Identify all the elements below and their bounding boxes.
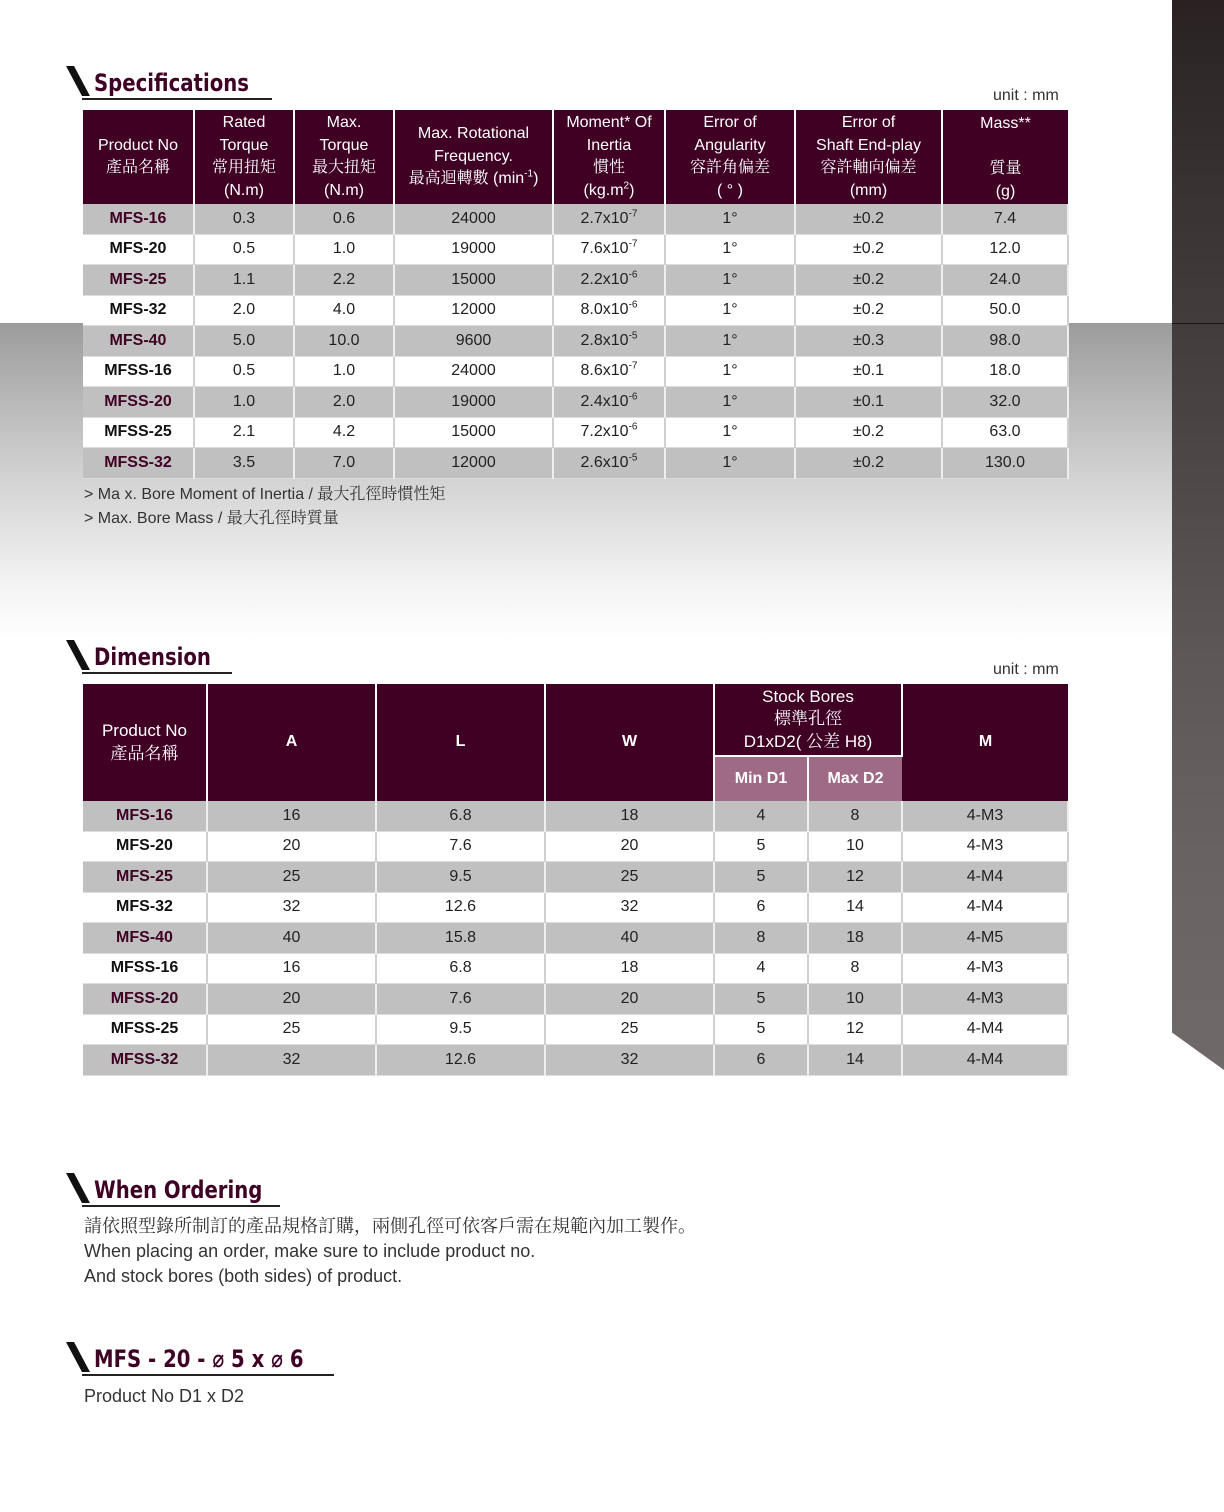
- cell-mass: 130.0: [942, 448, 1068, 479]
- slash-mark-icon: [66, 1173, 90, 1203]
- specifications-title: Specifications: [94, 69, 249, 97]
- cell-inertia: $2.2x10^{-6}$: [553, 265, 665, 296]
- cell-m: 4-M3: [902, 953, 1068, 984]
- cell-min-d1: 5: [714, 984, 808, 1015]
- table-row: [83, 204, 1068, 234]
- cell-l: 9.5: [376, 1014, 545, 1045]
- dimension-header-row: [83, 684, 1068, 756]
- cell-mass: 63.0: [942, 417, 1068, 448]
- header-min-d1: Min D1: [714, 756, 808, 801]
- note-bore-mass: > Max. Bore Mass / 最大孔徑時質量: [84, 510, 339, 527]
- cell-product: MFSS-32: [83, 448, 194, 479]
- cell-angularity: 1°: [665, 326, 795, 357]
- specifications-heading: [74, 66, 283, 96]
- cell-angularity: 1°: [665, 234, 795, 265]
- cell-frequency: 24000: [394, 204, 553, 234]
- cell-angularity: 1°: [665, 448, 795, 479]
- cell-product: MFS-40: [83, 923, 207, 954]
- cell-product: MFS-25: [83, 265, 194, 296]
- cell-l: 6.8: [376, 801, 545, 831]
- table-row: [83, 1014, 1068, 1045]
- cell-end-play: ±0.2: [795, 234, 942, 265]
- slash-mark-icon: [66, 66, 90, 96]
- dimension-heading: [74, 640, 237, 670]
- cell-max-d2: 18: [808, 923, 902, 954]
- dimension-title: Dimension: [94, 643, 211, 671]
- cell-product: MFSS-25: [83, 417, 194, 448]
- table-row: [83, 831, 1068, 862]
- header-error-of-angularity: Error of Angularity 容許角偏差 ( ° ): [665, 110, 795, 204]
- cell-product: MFSS-32: [83, 1045, 207, 1076]
- header-max-rotational-frequency: Max. Rotational Frequency. 最高迴轉數 $(\min^{-1})$: [394, 110, 553, 204]
- note-bore-inertia: > Ma x. Bore Moment of Inertia / 最大孔徑時慣性矩: [84, 486, 446, 503]
- cell-product: MFS-20: [83, 831, 207, 862]
- cell-product: MFSS-20: [83, 387, 194, 418]
- cell-product: MFS-40: [83, 326, 194, 357]
- cell-max-d2: 12: [808, 862, 902, 893]
- table-row: [83, 295, 1068, 326]
- cell-m: 4-M4: [902, 1045, 1068, 1076]
- cell-a: 25: [207, 1014, 376, 1045]
- cell-a: 40: [207, 923, 376, 954]
- cell-inertia: $2.4x10^{-6}$: [553, 387, 665, 418]
- cell-mass: 18.0: [942, 356, 1068, 387]
- specifications-header-row: [83, 110, 1068, 204]
- cell-inertia: $7.2x10^{-6}$: [553, 417, 665, 448]
- cell-rated-torque: 5.0: [194, 326, 294, 357]
- cell-mass: 12.0: [942, 234, 1068, 265]
- cell-m: 4-M4: [902, 862, 1068, 893]
- cell-product: MFSS-16: [83, 356, 194, 387]
- cell-end-play: ±0.3: [795, 326, 942, 357]
- cell-max-torque: 4.0: [294, 295, 394, 326]
- ordering-instructions: [84, 1214, 696, 1289]
- cell-l: 7.6: [376, 831, 545, 862]
- cell-w: 32: [545, 1045, 714, 1076]
- cell-min-d1: 4: [714, 953, 808, 984]
- cell-rated-torque: 0.5: [194, 234, 294, 265]
- cell-l: 12.6: [376, 1045, 545, 1076]
- cell-min-d1: 6: [714, 1045, 808, 1076]
- cell-inertia: $2.8x10^{-5}$: [553, 326, 665, 357]
- cell-l: 12.6: [376, 892, 545, 923]
- cell-rated-torque: 1.1: [194, 265, 294, 296]
- cell-inertia: $7.6x10^{-7}$: [553, 234, 665, 265]
- cell-angularity: 1°: [665, 204, 795, 234]
- cell-mass: 50.0: [942, 295, 1068, 326]
- ordering-line-1: When placing an order, make sure to include product no.: [84, 1241, 536, 1261]
- cell-end-play: ±0.2: [795, 448, 942, 479]
- cell-max-d2: 10: [808, 984, 902, 1015]
- ordering-heading: [74, 1173, 299, 1203]
- table-row: [83, 984, 1068, 1015]
- cell-frequency: 15000: [394, 265, 553, 296]
- cell-a: 20: [207, 984, 376, 1015]
- table-row: [83, 326, 1068, 357]
- cell-min-d1: 5: [714, 862, 808, 893]
- cell-w: 18: [545, 801, 714, 831]
- header-error-of-shaft-end-play: Error of Shaft End-play 容許軸向偏差 (mm): [795, 110, 942, 204]
- table-row: [83, 265, 1068, 296]
- cell-a: 25: [207, 862, 376, 893]
- ordering-title: When Ordering: [94, 1176, 263, 1204]
- cell-w: 32: [545, 892, 714, 923]
- cell-product: MFSS-25: [83, 1014, 207, 1045]
- header-rated-torque: Rated Torque 常用扭矩 (N.m): [194, 110, 294, 204]
- cell-max-d2: 8: [808, 801, 902, 831]
- cell-end-play: ±0.2: [795, 295, 942, 326]
- cell-m: 4-M4: [902, 1014, 1068, 1045]
- cell-min-d1: 6: [714, 892, 808, 923]
- cell-max-d2: 14: [808, 1045, 902, 1076]
- ordering-line-chinese: 請依照型錄所制訂的產品規格訂購，兩側孔徑可依客戶需在規範內加工製作。: [84, 1216, 696, 1236]
- cell-mass: 98.0: [942, 326, 1068, 357]
- cell-w: 20: [545, 984, 714, 1015]
- cell-a: 32: [207, 1045, 376, 1076]
- cell-frequency: 24000: [394, 356, 553, 387]
- cell-product: MFS-20: [83, 234, 194, 265]
- cell-m: 4-M3: [902, 831, 1068, 862]
- dimension-table: [83, 684, 1069, 1076]
- table-row: [83, 448, 1068, 479]
- cell-mass: 24.0: [942, 265, 1068, 296]
- cell-mass: 7.4: [942, 204, 1068, 234]
- cell-max-torque: 10.0: [294, 326, 394, 357]
- cell-min-d1: 8: [714, 923, 808, 954]
- cell-product: MFS-16: [83, 801, 207, 831]
- cell-rated-torque: 0.3: [194, 204, 294, 234]
- cell-l: 6.8: [376, 953, 545, 984]
- header-product-no: Product No 產品名稱: [83, 110, 194, 204]
- cell-inertia: $8.6x10^{-7}$: [553, 356, 665, 387]
- cell-min-d1: 5: [714, 831, 808, 862]
- cell-max-torque: 0.6: [294, 204, 394, 234]
- cell-frequency: 19000: [394, 387, 553, 418]
- example-code-label: Product No D1 x D2: [84, 1386, 245, 1406]
- cell-angularity: 1°: [665, 265, 795, 296]
- cell-l: 15.8: [376, 923, 545, 954]
- header-stock-bores: Stock Bores 標準孔徑 D1xD2( 公差 H8): [714, 684, 902, 756]
- cell-max-torque: 2.0: [294, 387, 394, 418]
- cell-product: MFSS-16: [83, 953, 207, 984]
- cell-end-play: ±0.1: [795, 387, 942, 418]
- cell-frequency: 9600: [394, 326, 553, 357]
- cell-max-d2: 14: [808, 892, 902, 923]
- cell-m: 4-M5: [902, 923, 1068, 954]
- cell-rated-torque: 2.0: [194, 295, 294, 326]
- specifications-table: [83, 110, 1069, 479]
- cell-angularity: 1°: [665, 356, 795, 387]
- cell-product: MFS-25: [83, 862, 207, 893]
- dimension-unit: unit : mm: [993, 661, 1059, 678]
- cell-end-play: ±0.1: [795, 356, 942, 387]
- cell-max-torque: 7.0: [294, 448, 394, 479]
- cell-max-d2: 12: [808, 1014, 902, 1045]
- cell-inertia: $8.0x10^{-6}$: [553, 295, 665, 326]
- cell-frequency: 12000: [394, 295, 553, 326]
- cell-w: 25: [545, 862, 714, 893]
- header-a: A: [207, 684, 376, 801]
- slash-mark-icon: [66, 640, 90, 670]
- cell-w: 40: [545, 923, 714, 954]
- cell-m: 4-M4: [902, 892, 1068, 923]
- cell-angularity: 1°: [665, 295, 795, 326]
- header-m: M: [902, 684, 1068, 801]
- cell-mass: 32.0: [942, 387, 1068, 418]
- header-l: L: [376, 684, 545, 801]
- table-row: [83, 1045, 1068, 1076]
- cell-a: 16: [207, 801, 376, 831]
- cell-rated-torque: 3.5: [194, 448, 294, 479]
- ordering-line-2: And stock bores (both sides) of product.: [84, 1266, 403, 1286]
- cell-a: 20: [207, 831, 376, 862]
- cell-l: 7.6: [376, 984, 545, 1015]
- cell-max-torque: 4.2: [294, 417, 394, 448]
- specifications-unit: unit : mm: [993, 87, 1059, 104]
- table-row: [83, 356, 1068, 387]
- header-w: W: [545, 684, 714, 801]
- example-code: MFS - 20 - ⌀ 5 x ⌀ 6: [94, 1345, 304, 1373]
- cell-rated-torque: 2.1: [194, 417, 294, 448]
- table-row: [83, 234, 1068, 265]
- cell-max-torque: 1.0: [294, 356, 394, 387]
- cell-frequency: 19000: [394, 234, 553, 265]
- cell-max-torque: 2.2: [294, 265, 394, 296]
- cell-end-play: ±0.2: [795, 417, 942, 448]
- cell-rated-torque: 1.0: [194, 387, 294, 418]
- table-row: [83, 923, 1068, 954]
- cell-inertia: $2.6x10^{-5}$: [553, 448, 665, 479]
- cell-end-play: ±0.2: [795, 265, 942, 296]
- decorative-side-strip: [1172, 0, 1224, 1070]
- table-row: [83, 953, 1068, 984]
- cell-m: 4-M3: [902, 984, 1068, 1015]
- table-row: [83, 892, 1068, 923]
- table-row: [83, 387, 1068, 418]
- cell-rated-torque: 0.5: [194, 356, 294, 387]
- cell-frequency: 15000: [394, 417, 553, 448]
- cell-min-d1: 4: [714, 801, 808, 831]
- cell-end-play: ±0.2: [795, 204, 942, 234]
- cell-product: MFSS-20: [83, 984, 207, 1015]
- header-mass: Mass** 質量 (g): [942, 110, 1068, 204]
- table-row: [83, 862, 1068, 893]
- cell-w: 18: [545, 953, 714, 984]
- cell-product: MFS-32: [83, 892, 207, 923]
- example-code-heading: [74, 1342, 350, 1372]
- cell-product: MFS-16: [83, 204, 194, 234]
- cell-max-torque: 1.0: [294, 234, 394, 265]
- header-moment-of-inertia: Moment* Of Inertia 慣性 $(kg.m^2)$: [553, 110, 665, 204]
- cell-angularity: 1°: [665, 417, 795, 448]
- slash-mark-icon: [66, 1342, 90, 1372]
- cell-product: MFS-32: [83, 295, 194, 326]
- header-max-torque: Max. Torque 最大扭矩 (N.m): [294, 110, 394, 204]
- cell-inertia: $2.7x10^{-7}$: [553, 204, 665, 234]
- cell-min-d1: 5: [714, 1014, 808, 1045]
- cell-angularity: 1°: [665, 387, 795, 418]
- cell-a: 32: [207, 892, 376, 923]
- header-product-no: Product No 產品名稱: [83, 684, 207, 801]
- cell-frequency: 12000: [394, 448, 553, 479]
- cell-max-d2: 10: [808, 831, 902, 862]
- table-row: [83, 417, 1068, 448]
- cell-w: 20: [545, 831, 714, 862]
- table-row: [83, 801, 1068, 831]
- cell-w: 25: [545, 1014, 714, 1045]
- cell-m: 4-M3: [902, 801, 1068, 831]
- cell-max-d2: 8: [808, 953, 902, 984]
- cell-a: 16: [207, 953, 376, 984]
- header-max-d2: Max D2: [808, 756, 902, 801]
- cell-l: 9.5: [376, 862, 545, 893]
